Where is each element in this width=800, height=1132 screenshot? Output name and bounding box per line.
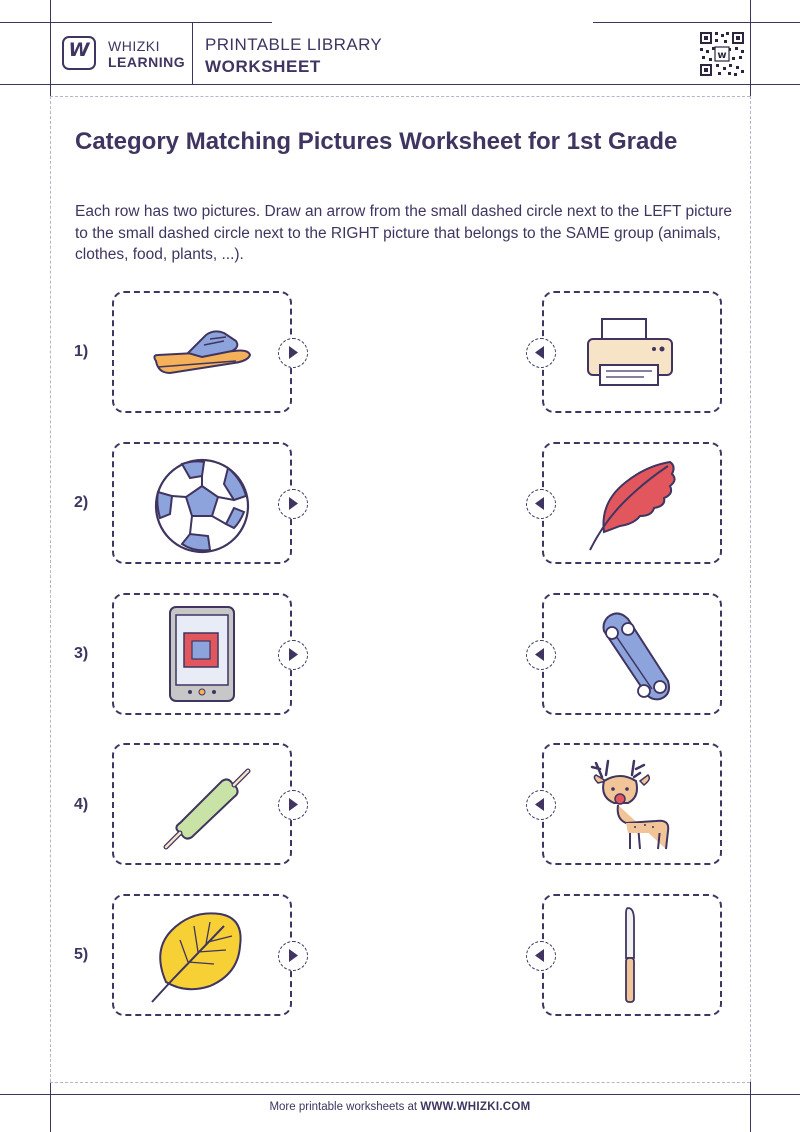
library-label: PRINTABLE LIBRARY [205, 35, 383, 54]
right-picture-card-4 [542, 743, 722, 865]
left-picture-card-3 [112, 593, 292, 715]
right-picture-card-2 [542, 442, 722, 564]
right-picture-card-5 [542, 894, 722, 1016]
footer-prefix: More printable worksheets at [269, 1101, 421, 1113]
svg-text:w: w [717, 50, 727, 61]
content-top-dash [50, 96, 750, 97]
left-picture-card-5 [112, 894, 292, 1016]
frame-right [750, 0, 751, 96]
right-arrow-icon [279, 490, 306, 517]
worksheet-title: Category Matching Pictures Worksheet for 1st Grade [75, 128, 678, 155]
right-connect-dot-1[interactable] [526, 338, 556, 368]
leaf-icon [144, 904, 254, 1006]
worksheet-instructions: Each row has two pictures. Draw an arrow from the small dashed circle next to the LEFT picture to the small dashed circle next to the RIGHT picture that belongs to the SAME group (animals, clothes, food, plants, ...). [75, 203, 733, 263]
left-picture-card-4 [112, 743, 292, 865]
right-arrow-icon [279, 641, 306, 668]
right-picture-card-1 [542, 291, 722, 413]
right-arrow-icon [279, 942, 306, 969]
header-rule [0, 84, 800, 85]
logo-letter: W [68, 39, 90, 61]
sled-icon [144, 301, 254, 403]
footer-text [0, 1101, 800, 1113]
right-connect-dot-5[interactable] [526, 941, 556, 971]
left-picture-card-1 [112, 291, 292, 413]
whizki-logo [62, 36, 96, 70]
right-connect-dot-4[interactable] [526, 790, 556, 820]
soccer-ball-icon [144, 452, 254, 554]
right-arrow-icon [279, 339, 306, 366]
right-connect-dot-3[interactable] [526, 640, 556, 670]
row-number-2: 2) [74, 494, 89, 511]
row-number-4: 4) [74, 796, 89, 813]
right-picture-card-3 [542, 593, 722, 715]
right-connect-dot-2[interactable] [526, 489, 556, 519]
left-connect-dot-5[interactable] [278, 941, 308, 971]
top-rule-left [0, 22, 272, 23]
left-connect-dot-2[interactable] [278, 489, 308, 519]
left-arrow-icon [527, 942, 554, 969]
row-number-1: 1) [74, 343, 89, 360]
brand-name: WHIZKI [108, 38, 160, 54]
left-connect-dot-3[interactable] [278, 640, 308, 670]
left-arrow-icon [527, 339, 554, 366]
left-arrow-icon [527, 490, 554, 517]
deer-icon [574, 753, 684, 855]
margin-dash-right [750, 96, 751, 1082]
margin-dash-left [50, 96, 51, 1082]
left-connect-dot-4[interactable] [278, 790, 308, 820]
header-divider [192, 22, 193, 84]
knife-icon [574, 904, 684, 1006]
rolling-pin-icon [144, 753, 254, 855]
worksheet-label: WORKSHEET [205, 57, 321, 76]
footer-rule [0, 1094, 800, 1095]
left-connect-dot-1[interactable] [278, 338, 308, 368]
right-arrow-icon [279, 791, 306, 818]
footer-link[interactable]: WWW.WHIZKI.COM [420, 1101, 531, 1113]
row-number-3: 3) [74, 645, 89, 662]
printer-icon [574, 301, 684, 403]
feather-icon [574, 452, 684, 554]
brand-subname: LEARNING [108, 54, 186, 70]
row-number-5: 5) [74, 946, 89, 963]
frame-left [50, 0, 51, 96]
skateboard-icon [574, 603, 684, 705]
qr-code-icon [698, 30, 746, 78]
tablet-icon [144, 603, 254, 705]
left-arrow-icon [527, 641, 554, 668]
content-bottom-dash [50, 1082, 750, 1083]
left-picture-card-2 [112, 442, 292, 564]
left-arrow-icon [527, 791, 554, 818]
top-rule-right [593, 22, 800, 23]
